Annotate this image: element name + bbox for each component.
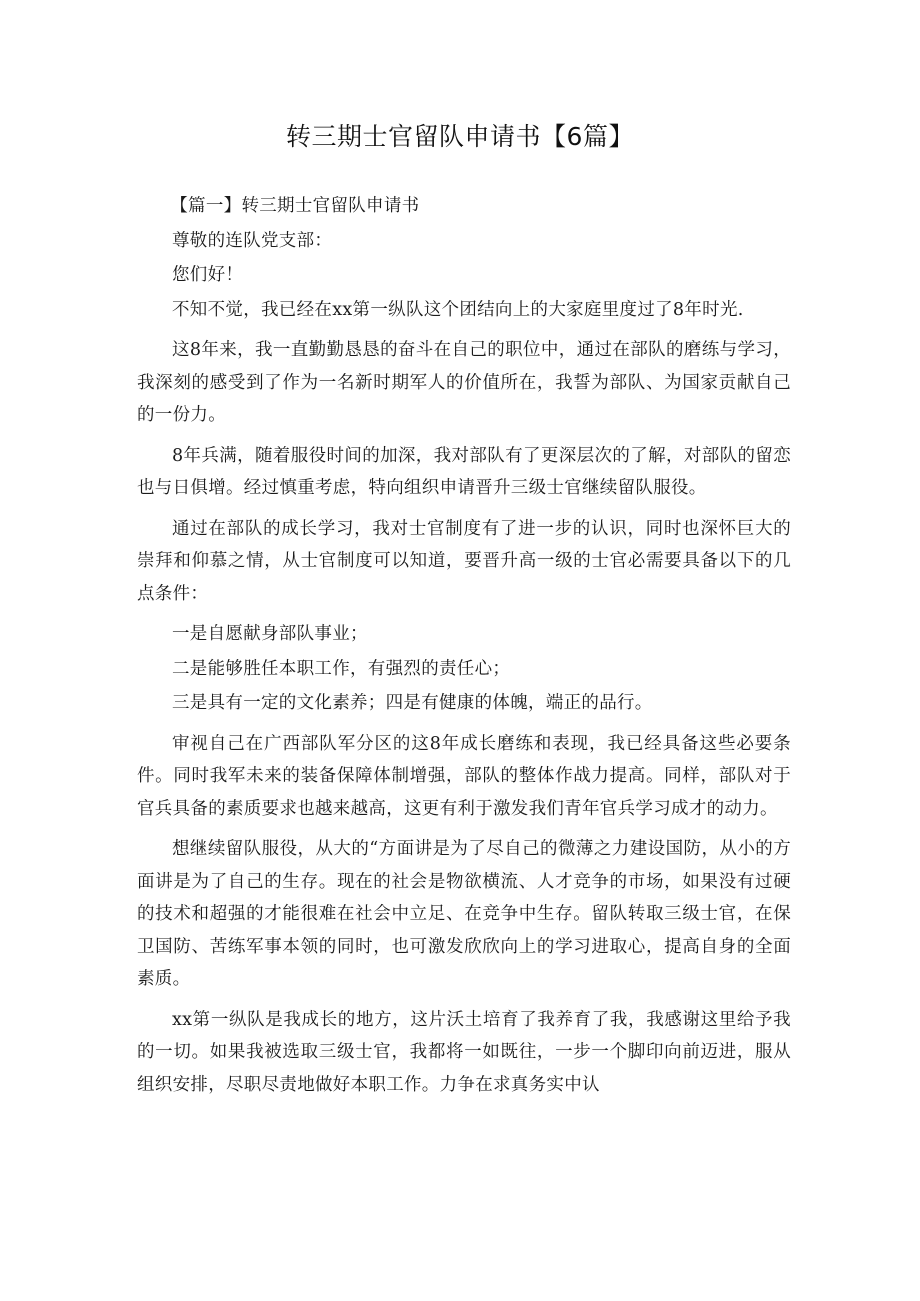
salutation: 尊敬的连队党支部： xyxy=(172,230,333,251)
document-body xyxy=(137,190,791,1109)
document-title: 转三期士官留队申请书【6篇】 xyxy=(286,122,634,151)
paragraph: xx第一纵队是我成长的地方，这片沃土培育了我养育了我，我感谢这里给予我的一切。如果我被选取三级士官，我都将一如既往，一步一个脚印向前迈进，服从组织安排，尽职尽责地做好本职工作。力争在求真务实中认 xyxy=(137,1009,791,1095)
condition-item: 一是自愿献身部队事业； xyxy=(172,624,368,644)
greeting: 您们好！ xyxy=(172,265,244,285)
paragraph: 通过在部队的成长学习，我对士官制度有了进一步的认识，同时也深怀巨大的崇拜和仰慕之情，从士官制度可以知道，要晋升高一级的士官必需要具备以下的几点条件： xyxy=(137,518,791,604)
condition-item: 二是能够胜任本职工作，有强烈的责任心； xyxy=(172,658,511,679)
condition-item: 三是具有一定的文化素养；四是有健康的体魄，端正的品行。 xyxy=(172,693,653,713)
paragraph: 审视自己在广西部队军分区的这8年成长磨练和表现，我已经具备这些必要条件。同时我军未来的装备保障体制增强，部队的整体作战力提高。同样，部队对于官兵具备的素质要求也越来越高，这更有利于激发我们青年官兵学习成才的动力。 xyxy=(137,733,791,819)
section-heading: 【篇一】转三期士官留队申请书 xyxy=(170,196,420,216)
paragraph: 不知不觉，我已经在xx第一纵队这个团结向上的大家庭里度过了8年时光. xyxy=(172,299,744,320)
paragraph: 想继续留队服役，从大的“方面讲是为了尽自己的微薄之力建设国防，从小的方面讲是为了自己的生存。现在的社会是物欲横流、人才竞争的市场，如果没有过硬的技术和超强的才能很难在社会中立足、在竞争中生存。留队转取三级士官，在保卫国防、苦练军事本领的同时，也可激发欣欣向上的学习进取心，提高自身的全面素质。 xyxy=(137,839,791,989)
paragraph: 8年兵满，随着服役时间的加深，我对部队有了更深层次的了解，对部队的留恋也与日俱增。经过慎重考虑，特向组织申请晋升三级士官继续留队服役。 xyxy=(137,445,791,498)
paragraph: 这8年来，我一直勤勤恳恳的奋斗在自己的职位中，通过在部队的磨练与学习，我深刻的感受到了作为一名新时期军人的价值所在，我誓为部队、为国家贡献自己的一份力。 xyxy=(137,340,791,425)
